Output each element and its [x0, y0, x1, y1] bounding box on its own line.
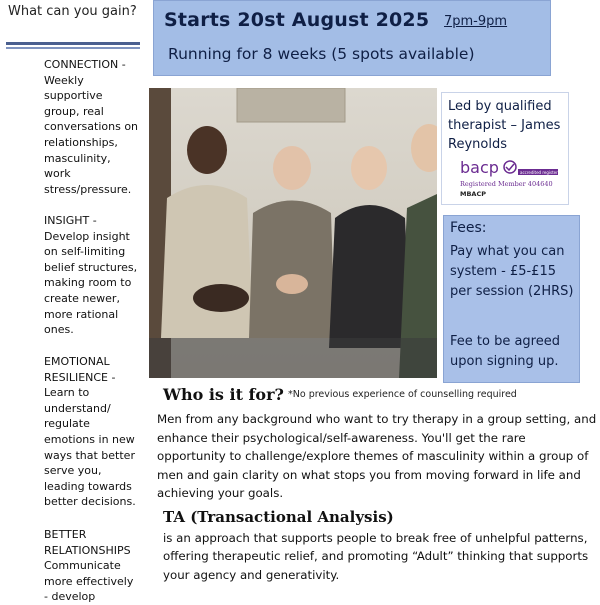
- duration-spots: Running for 8 weeks (5 spots available): [168, 45, 475, 63]
- benefit-title: CONNECTION -: [44, 58, 126, 71]
- who-body: Men from any background who want to try therapy in a group setting, and enhance their psychological/self-awareness. You'll get the rare opportunity to challenge/explore themes of masculinity within a group of men and gain clarity on what stops you from moving forward in life and achieving your goals.: [157, 412, 597, 501]
- heading-divider-secondary: [6, 47, 140, 49]
- fees-title: Fees:: [450, 220, 487, 236]
- fees-body: Pay what you can system - £5-£15 per session (2HRS): [450, 244, 574, 299]
- therapist-box: [441, 92, 569, 205]
- benefit-text: Develop insight on self-limiting belief structures, making room to create newer, more rational ones.: [44, 229, 138, 337]
- start-date: Starts 20st August 2025: [164, 9, 430, 31]
- date-banner: [153, 0, 551, 76]
- heading-divider: [6, 42, 140, 45]
- registered-number: Registered Member 404640: [460, 180, 553, 188]
- bacp-logo: [460, 159, 560, 201]
- group-photo: [149, 88, 437, 378]
- who-heading: Who is it for?: [163, 385, 284, 404]
- gain-heading: What can you gain?: [8, 4, 137, 19]
- ta-body: is an approach that supports people to break free of unhelpful patterns, offering therapeutic relief, and promoting “Adult” thinking that supports your agency and generativity.: [163, 531, 589, 582]
- benefit-connection: [44, 57, 140, 197]
- fees-agreed: Fee to be agreed upon signing up.: [450, 334, 560, 369]
- who-note: *No previous experience of counselling required: [288, 389, 517, 400]
- benefit-insight: [44, 213, 140, 338]
- benefit-emotional-resilience: [44, 354, 140, 510]
- benefit-text: Communicate more effectively - develop: [44, 559, 134, 604]
- benefit-text: Weekly supportive group, real conversations on relationships, masculinity, work stress/pressure.: [44, 73, 139, 196]
- benefit-title: BETTER RELATIONSHIPS: [44, 528, 131, 557]
- bacp-logo-word: bacp: [460, 159, 499, 177]
- ta-heading: TA (Transactional Analysis): [163, 508, 394, 526]
- benefit-title: INSIGHT -: [44, 214, 97, 227]
- group-photo-illustration: [149, 88, 437, 378]
- benefit-better-relationships: [44, 527, 140, 605]
- benefit-text: Learn to understand/ regulate emotions in new ways that better serve you, leading towards better decisions.: [44, 386, 136, 509]
- therapist-text: Led by qualified therapist – James Reynolds: [448, 99, 561, 152]
- session-time: 7pm-9pm: [444, 14, 508, 29]
- bacp-logo-tag: accredited register: [520, 170, 558, 175]
- mbacp-label: MBACP: [460, 190, 486, 198]
- benefit-title: EMOTIONAL RESILIENCE -: [44, 355, 116, 384]
- fees-box: [443, 215, 580, 383]
